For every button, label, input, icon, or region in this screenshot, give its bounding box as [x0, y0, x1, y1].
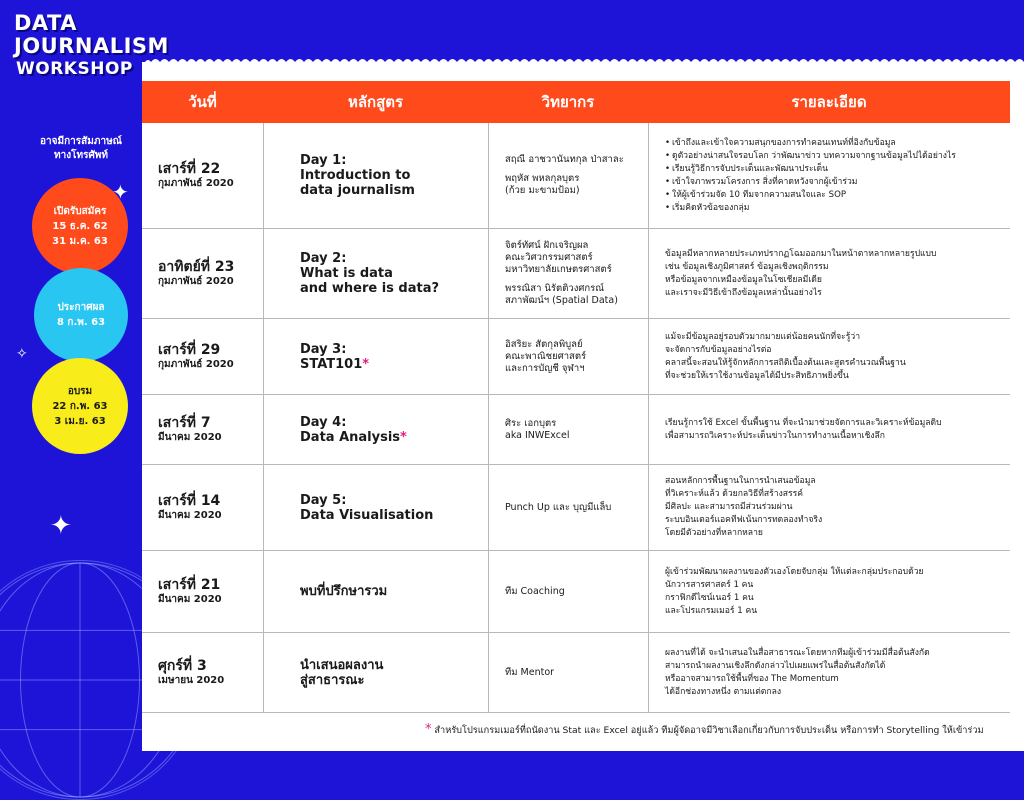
course-line: พบที่ปรึกษารวม [300, 584, 388, 599]
table-row [142, 395, 1010, 465]
course-line: Day 5: [300, 492, 347, 508]
course-cell [263, 551, 488, 632]
course-text: STAT101 [300, 356, 363, 372]
date-day: เสาร์ที่ 14 [158, 493, 221, 509]
speaker-gap [505, 276, 648, 283]
details-line: ผู้เข้าร่วมพัฒนาผลงานของตัวเองโดยจับกลุ่ม ให้แต่ละกลุ่มประกอบด้วย [665, 566, 924, 577]
date-month: มีนาคม 2020 [158, 510, 222, 521]
date-month: กุมภาพันธ์ 2020 [158, 276, 234, 287]
date-month: กุมภาพันธ์ 2020 [158, 359, 234, 370]
speaker-line: ศิระ เอกบุตร [505, 417, 557, 429]
course-line: Day 4: [300, 414, 347, 430]
details-line: • ให้ผู้เข้าร่วมจัด 10 ทีมจากความสนใจและ SOP [665, 189, 1004, 202]
register-date-start: 15 ธ.ค. 62 [52, 220, 108, 232]
interview-note-line-1: อาจมีการสัมภาษณ์ [40, 136, 122, 147]
table-row [142, 123, 1010, 229]
logo-line-3: WORKSHOP [16, 59, 133, 79]
date-day: เสาร์ที่ 21 [158, 577, 221, 593]
footnote-text: สำหรับโปรแกรมเมอร์ที่ถนัดงาน Stat และ Excel อยู่แล้ว ทีมผู้จัดอาจมีวิชาเลือกเกี่ยวกับการจับประเด็น หรือการทำ Storytelling ให้เข้าร่วม [434, 725, 984, 736]
announce-label: ประกาศผล [57, 302, 105, 313]
speaker-line: จิตร์ทัศน์ ฝักเจริญผล [505, 240, 589, 251]
speaker-line: (ก้วย มะขามป้อม) [505, 185, 580, 196]
speaker-cell [488, 123, 648, 228]
course-line [300, 357, 488, 372]
details-line: เพื่อสามารถวิเคราะห์ประเด็นข่าวในการทำงานเนื้อหาเชิงลึก [665, 430, 885, 441]
speaker-line: คณะพาณิชยศาสตร์ [505, 350, 587, 362]
course-line: Day 2: [300, 251, 347, 266]
speaker-gap [505, 166, 648, 173]
table-row [142, 465, 1010, 551]
details-line: เรียนรู้การใช้ Excel ขั้นพื้นฐาน ที่จะนำมาช่วยจัดการและวิเคราะห์ข้อมูลดิบ [665, 417, 942, 428]
details-line: มีศิลปะ และสามารถมีส่วนร่วมผ่าน [665, 502, 793, 512]
date-day: เสาร์ที่ 29 [158, 342, 221, 358]
details-line: โดยมีตัวอย่างที่หลากหลาย [665, 528, 763, 538]
footnote [425, 722, 984, 738]
course-line: data journalism [300, 183, 415, 198]
date-month: กุมภาพันธ์ 2020 [158, 178, 234, 189]
date-month: เมษายน 2020 [158, 675, 225, 686]
speaker-line: พรรณิสา นิรัตติวงศกรณ์ [505, 283, 605, 294]
speaker-line: Punch Up และ บุญมีแล็บ [505, 501, 612, 513]
details-line: และโปรแกรมเมอร์ 1 คน [665, 605, 758, 616]
training-period-badge [32, 358, 128, 454]
date-cell [142, 395, 263, 464]
course-text: สู่สาธารณะ [300, 672, 365, 688]
course-star: * [362, 356, 370, 372]
course-text: Introduction to [300, 168, 411, 183]
speaker-line: ทีม Mentor [505, 666, 555, 678]
details-line: ผลงานที่ได้ จะนำเสนอในสื่อสาธารณะโดยหากทีมผู้เข้าร่วมมีสื่อต้นสังกัด [665, 647, 930, 658]
speaker-line: ทีม Coaching [505, 585, 565, 597]
table-row [142, 229, 1010, 319]
course-text: What is data [300, 266, 393, 281]
details-line: แม้จะมีข้อมูลอยู่รอบตัวมากมายแต่น้อยคนนักที่จะรู้ว่า [665, 331, 861, 342]
table-row [142, 633, 1010, 713]
details-line: นักวารสารศาสตร์ 1 คน [665, 579, 754, 590]
details-line: ได้อีกช่องทางหนึ่ง ตามแต่ตกลง [665, 686, 782, 697]
sparkle-icon: ✧ [16, 346, 28, 362]
details-list [665, 137, 1004, 215]
speaker-line: สภาพัฒน์ฯ (Spatial Data) [505, 295, 618, 306]
course-line: นำเสนอผลงาน [300, 657, 384, 673]
speaker-line: มหาวิทยาลัยเกษตรศาสตร์ [505, 264, 612, 275]
schedule-table [142, 81, 1010, 713]
details-cell [648, 395, 1010, 464]
details-line: สามารถนำผลงานเชิงลึกดังกล่าวไปเผยแพร่ในสื่อต้นสังกัดได้ [665, 660, 886, 671]
register-date-end: 31 ม.ค. 63 [52, 235, 108, 247]
details-line: ระบบอินเตอร์แอคทีฟเน้นการทดลองทำจริง [665, 515, 823, 525]
date-month: มีนาคม 2020 [158, 594, 222, 605]
details-line: ที่วิเคราะห์แล้ว ด้วยกลวิธีที่สร้างสรรค์ [665, 489, 804, 499]
details-cell [648, 319, 1010, 394]
details-line: เช่น ข้อมูลเชิงภูมิศาสตร์ ข้อมูลเชิงพฤติกรรม [665, 261, 829, 272]
course-line: Day 1: [300, 153, 347, 168]
footnote-star: * [425, 722, 432, 737]
header-details: รายละเอียด [791, 93, 867, 111]
details-line: • ดูตัวอย่างน่าสนใจรอบโลก ว่าพัฒนาข่าว บทความจากฐานข้อมูลไปได้อย่างไร [665, 150, 1004, 163]
course-star: * [400, 429, 407, 445]
details-line: หรืออาจสามารถใช้พื้นที่ของ The Momentum [665, 673, 839, 684]
details-cell [648, 229, 1010, 318]
speaker-cell [488, 319, 648, 394]
course-line [300, 168, 488, 183]
speaker-line: aka INWExcel [505, 429, 570, 441]
header-date: วันที่ [188, 93, 217, 111]
details-cell [648, 633, 1010, 712]
date-cell [142, 551, 263, 632]
course-cell [263, 633, 488, 712]
speaker-line: และการบัญชี จุฬาฯ [505, 362, 585, 374]
table-body [142, 123, 1010, 713]
sparkle-icon: ✦ [112, 180, 129, 204]
date-month: มีนาคม 2020 [158, 432, 222, 443]
course-text: Data Visualisation [300, 507, 434, 523]
date-cell [142, 465, 263, 550]
details-line: กราฟิกดีไซน์เนอร์ 1 คน [665, 592, 754, 603]
announce-date: 8 ก.พ. 63 [56, 317, 106, 328]
speaker-cell [488, 551, 648, 632]
speaker-line: อิสริยะ สัตกุลพิบูลย์ [505, 338, 583, 350]
date-day: ศุกร์ที่ 3 [158, 658, 207, 674]
date-day: อาทิตย์ที่ 23 [158, 259, 235, 275]
details-cell [648, 123, 1010, 228]
table-header [142, 81, 1010, 123]
sparkle-icon: ✦ [50, 511, 72, 541]
course-cell [263, 319, 488, 394]
training-date-end: 3 เม.ย. 63 [54, 415, 106, 427]
table-row [142, 551, 1010, 633]
details-line: ที่จะช่วยให้เราใช้งานข้อมูลได้มีประสิทธิภาพยิ่งขึ้น [665, 370, 849, 381]
course-cell [263, 465, 488, 550]
speaker-line: คณะวิศวกรรมศาสตร์ [505, 252, 593, 263]
course-text: Data Analysis [300, 429, 401, 445]
details-line: จะจัดการกับข้อมูลอย่างไรต่อ [665, 344, 772, 355]
course-line [300, 508, 488, 523]
course-cell [263, 395, 488, 464]
header-speaker: วิทยากร [541, 93, 595, 111]
details-line: • เรียนรู้วิธีการจับประเด็นและพัฒนาประเด็น [665, 163, 1004, 176]
course-cell [263, 229, 488, 318]
announce-badge [34, 268, 128, 362]
date-cell [142, 123, 263, 228]
course-cell [263, 123, 488, 228]
speaker-cell [488, 465, 648, 550]
course-line: Day 3: [300, 341, 347, 357]
date-cell [142, 229, 263, 318]
speaker-cell [488, 633, 648, 712]
details-line: คลาสนี้จะสอนให้รู้จักหลักการสถิติเบื้องต้นและสูตรคำนวณพื้นฐาน [665, 357, 906, 368]
interview-note [26, 135, 136, 163]
interview-note-line-2: ทางโทรศัพท์ [54, 150, 108, 161]
course-line [300, 266, 488, 281]
date-cell [142, 633, 263, 712]
details-line: และเราจะมีวิธีเข้าถึงข้อมูลเหล่านั้นอย่างไร [665, 287, 822, 298]
header-course: หลักสูตร [347, 93, 404, 111]
logo-line-1: DATA [14, 11, 78, 35]
date-day: เสาร์ที่ 22 [158, 161, 221, 177]
register-label: เปิดรับสมัคร [53, 205, 107, 217]
date-day: เสาร์ที่ 7 [158, 415, 211, 431]
details-line: • เข้าใจภาพรวมโครงการ สิ่งที่คาดหวังจากผู้เข้าร่วม [665, 176, 1004, 189]
training-date-start: 22 ก.พ. 63 [52, 400, 108, 412]
speaker-cell [488, 395, 648, 464]
speaker-line: สฤณี อาชวานันทกุล ป่าสาละ [505, 154, 624, 165]
course-line: and where is data? [300, 281, 440, 296]
details-line: • เข้าถึงและเข้าใจความสนุกของการทำคอนเทนท์ที่อิงกับข้อมูล [665, 137, 1004, 150]
date-cell [142, 319, 263, 394]
details-cell [648, 551, 1010, 632]
wavy-border [142, 56, 1024, 68]
details-line: ข้อมูลมีหลากหลายประเภทปรากฏโฉมออกมาในหน้าตาหลากหลายรูปแบบ [665, 248, 937, 259]
course-line [300, 673, 488, 688]
training-label: อบรม [67, 385, 93, 397]
details-line: หรือข้อมูลจากเหมืองข้อมูลในโซเชียลมีเดีย [665, 274, 822, 285]
course-line [300, 430, 488, 445]
speaker-cell [488, 229, 648, 318]
table-row [142, 319, 1010, 395]
details-line: • เริ่มคิดหัวข้อของกลุ่ม [665, 202, 1004, 215]
details-cell [648, 465, 1010, 550]
logo-line-2: JOURNALISM [14, 34, 169, 58]
sidebar [0, 0, 169, 751]
details-line: สอนหลักการพื้นฐานในการนำเสนอข้อมูล [665, 476, 816, 486]
speaker-line: พฤหัส พหลกุลบุตร [505, 173, 580, 184]
